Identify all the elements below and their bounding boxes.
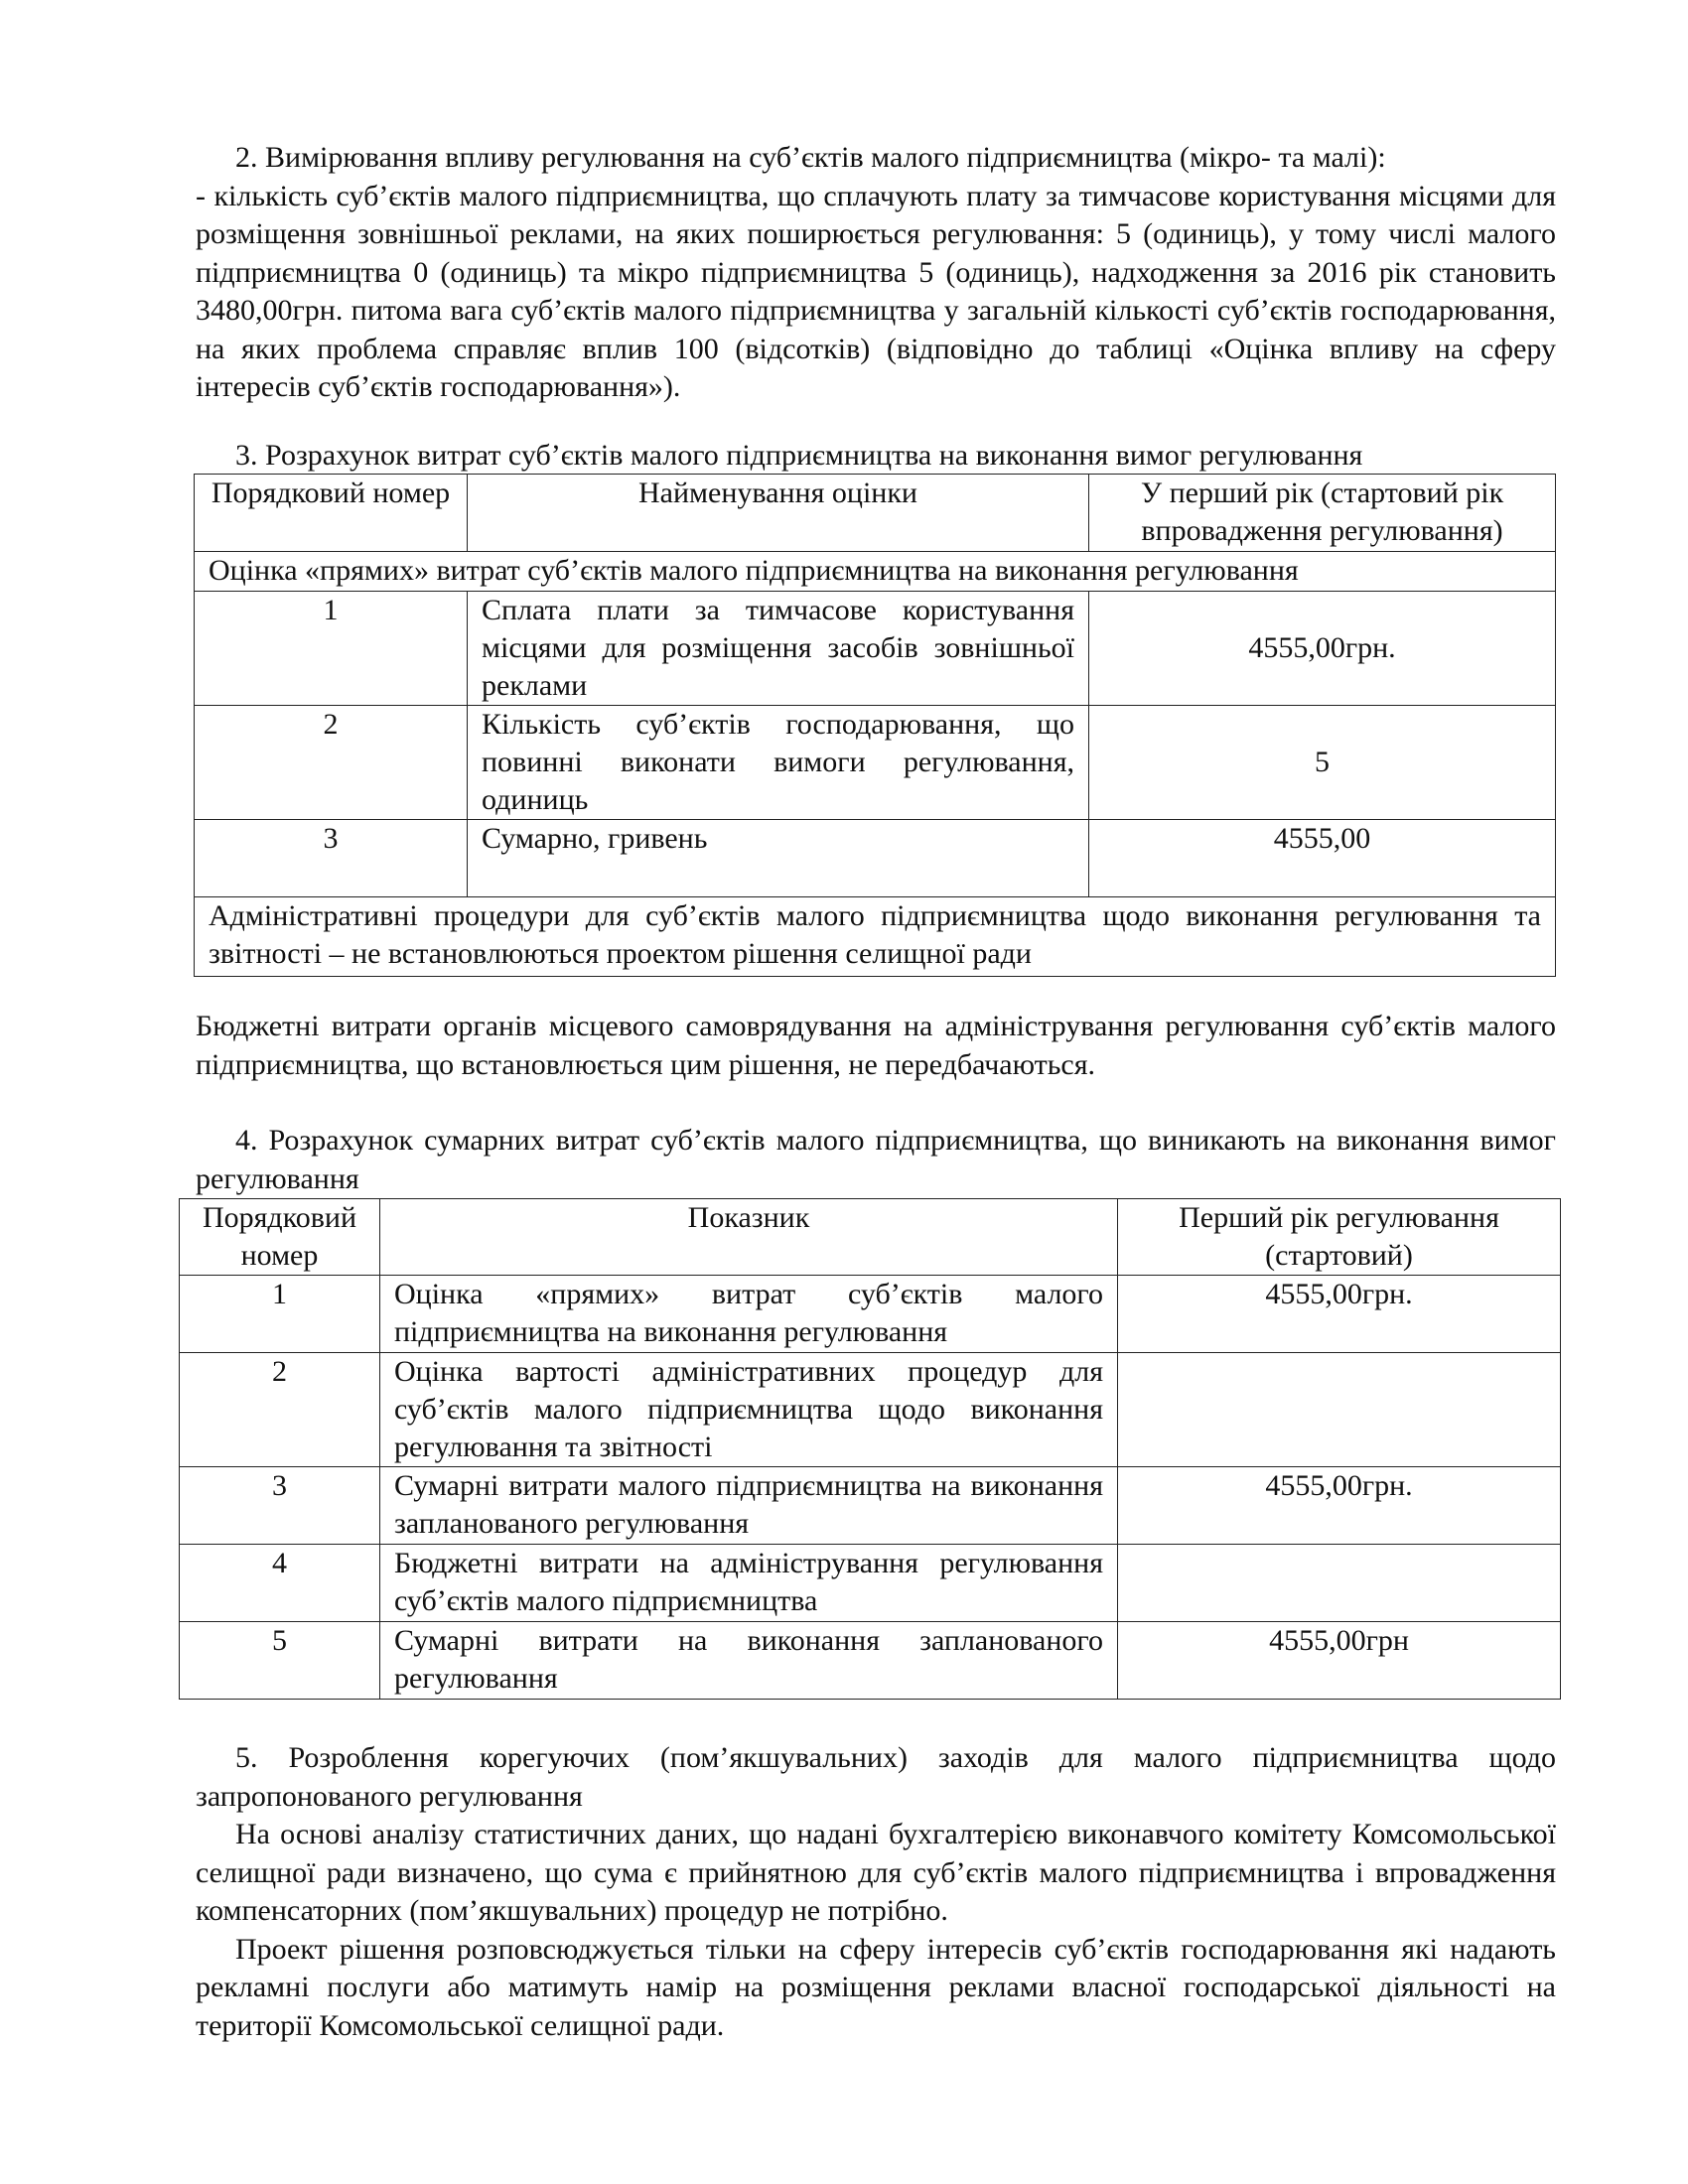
table-row [195, 820, 1556, 897]
row-name: Сумарні витрати малого підприємництва на виконання запланованого регулювання [380, 1467, 1118, 1545]
section-5-paragraph-1: На основі аналізу статистичних даних, що надані бухгалтерією виконавчого комітету Комсомольської селищної ради визначено, що сума є прийнятною для суб’єктів малого підприємництва і впровадження компенсаторних (пом’якшувальних) процедур не потрібно. [196, 1818, 1556, 1927]
table-row [195, 706, 1556, 820]
section-5-paragraph-2: Проект рішення розповсюджується тільки на сферу інтересів суб’єктів господарювання які надають рекламні послуги або матимуть намір на розміщення реклами власної господарської діяльності на території Комсомольської селищної ради. [196, 1932, 1556, 2042]
cost-table-section-3 [194, 474, 1556, 977]
section-4-heading: 4. Розрахунок сумарних витрат суб’єктів малого підприємництва, що виникають на виконання вимог регулювання [196, 1124, 1556, 1195]
section-3-heading: 3. Розрахунок витрат суб’єктів малого підприємництва на виконання вимог регулювання [235, 439, 1363, 472]
table-subheader-row [195, 552, 1556, 592]
header-number: Порядковий номер [195, 475, 468, 552]
table-row [180, 1622, 1561, 1700]
row-name: Бюджетні витрати на адміністрування регулювання суб’єктів малого підприємництва [380, 1545, 1118, 1622]
section-2-heading: 2. Вимірювання впливу регулювання на суб’єктів малого підприємництва (мікро- та малі): [235, 141, 1386, 174]
section-5 [196, 1739, 1556, 2045]
section-4 [196, 1122, 1556, 1198]
subheader-direct-costs: Оцінка «прямих» витрат суб’єктів малого підприємництва на виконання регулювання [195, 552, 1556, 592]
row-value: 4555,00грн. [1118, 1467, 1561, 1545]
table-header-row [180, 1199, 1561, 1276]
header-first-year: Перший рік регулювання (стартовий) [1118, 1199, 1561, 1276]
header-indicator: Показник [380, 1199, 1118, 1276]
table-row [195, 592, 1556, 706]
row-name: Оцінка «прямих» витрат суб’єктів малого підприємництва на виконання регулювання [380, 1276, 1118, 1353]
table-footer-row [195, 897, 1556, 977]
row-number: 3 [180, 1467, 380, 1545]
footer-admin-procedures: Адміністративні процедури для суб’єктів малого підприємництва щодо виконання регулювання та звітності – не встановлюються проектом рішення селищної ради [195, 897, 1556, 977]
row-number: 1 [180, 1276, 380, 1353]
row-value: 4555,00грн [1118, 1622, 1561, 1700]
row-value: 4555,00 [1089, 820, 1556, 897]
cost-table-section-4 [179, 1198, 1561, 1700]
row-value [1118, 1545, 1561, 1622]
row-number: 4 [180, 1545, 380, 1622]
row-value: 4555,00грн. [1089, 592, 1556, 706]
row-name: Сплата плати за тимчасове користування місцями для розміщення засобів зовнішньої реклами [468, 592, 1089, 706]
header-first-year: У перший рік (стартовий рік впровадження регулювання) [1089, 475, 1556, 552]
section-3 [196, 437, 1556, 476]
row-number: 2 [195, 706, 468, 820]
row-value: 5 [1089, 706, 1556, 820]
row-name: Оцінка вартості адміністративних процедур для суб’єктів малого підприємництва щодо виконання регулювання та звітності [380, 1353, 1118, 1467]
row-number: 5 [180, 1622, 380, 1700]
table-header-row [195, 475, 1556, 552]
section-2 [196, 139, 1556, 407]
row-value [1118, 1353, 1561, 1467]
row-name: Сумарні витрати на виконання запланованого регулювання [380, 1622, 1118, 1700]
table-row [180, 1467, 1561, 1545]
table-row [180, 1545, 1561, 1622]
header-name: Найменування оцінки [468, 475, 1089, 552]
row-number: 1 [195, 592, 468, 706]
table-row [180, 1353, 1561, 1467]
section-5-heading: 5. Розроблення корегуючих (пом’якшувальних) заходів для малого підприємництва щодо запропонованого регулювання [196, 1741, 1556, 1813]
row-name: Кількість суб’єктів господарювання, що повинні виконати вимоги регулювання, одиниць [468, 706, 1089, 820]
budget-note [196, 1008, 1556, 1084]
row-name: Сумарно, гривень [468, 820, 1089, 897]
row-number: 3 [195, 820, 468, 897]
table-row [180, 1276, 1561, 1353]
budget-note-text: Бюджетні витрати органів місцевого самоврядування на адміністрування регулювання суб’єктів малого підприємництва, що встановлюється цим рішення, не передбачаються. [196, 1010, 1556, 1081]
row-value: 4555,00грн. [1118, 1276, 1561, 1353]
section-2-body: - кількість суб’єктів малого підприємництва, що сплачують плату за тимчасове користування місцями для розміщення зовнішньої реклами, на яких поширюється регулювання: 5 (одиниць), у тому числі малого підприємництва 0 (одиниць) та мікро підприємництва 5 (одиниць), надходження за 2016 рік становить 3480,00грн. питома вага суб’єктів малого підприємництва у загальній кількості суб’єктів господарювання, на яких проблема справляє вплив 100 (відсотків) (відповідно до таблиці «Оцінка впливу на сферу інтересів суб’єктів господарювання»). [196, 179, 1556, 403]
row-number: 2 [180, 1353, 380, 1467]
header-number: Порядковий номер [180, 1199, 380, 1276]
